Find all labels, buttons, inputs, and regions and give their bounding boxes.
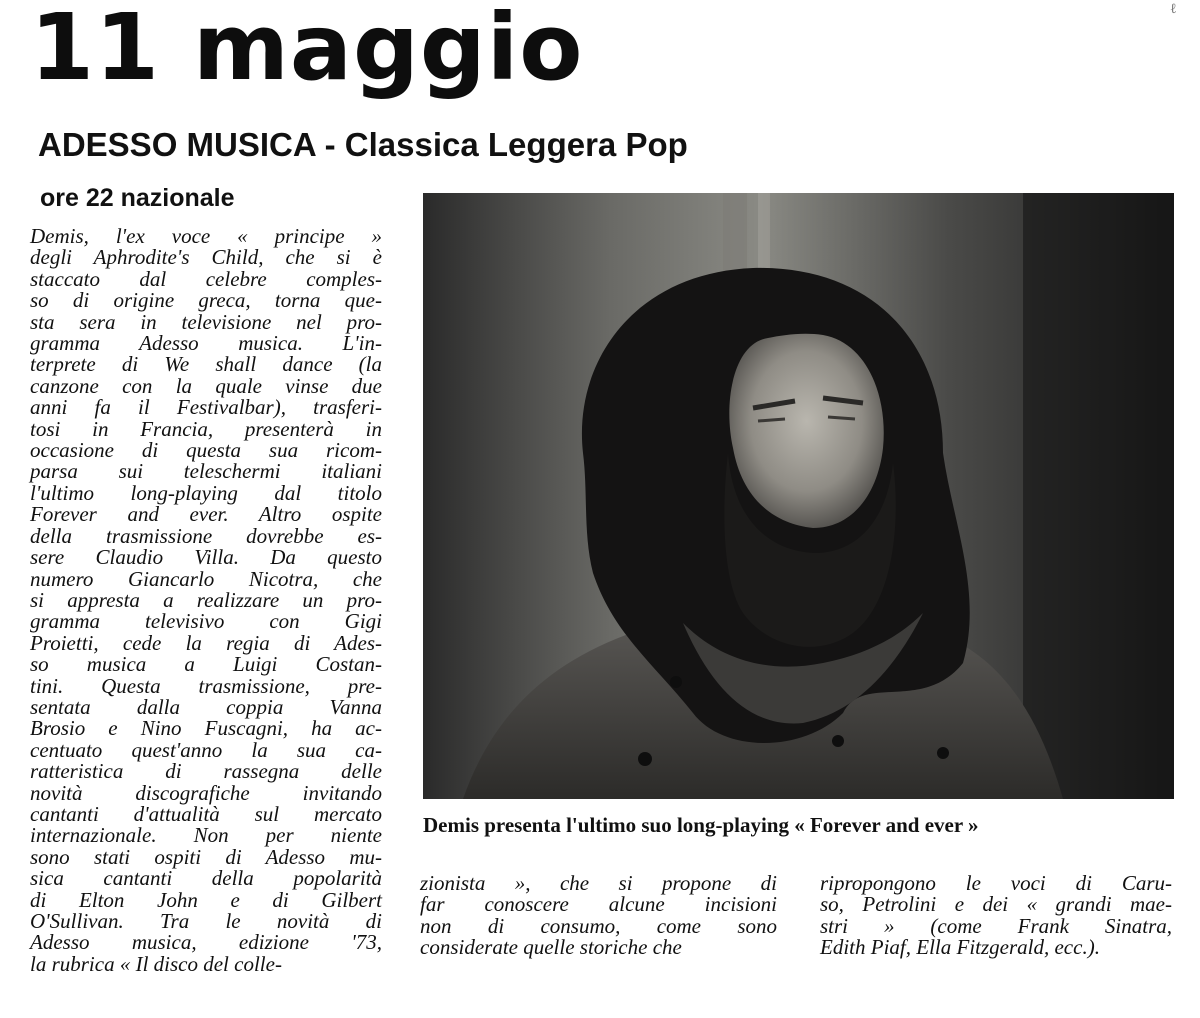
article-line: della trasmissione dovrebbe es- [30,523,382,548]
article-line: Brosio e Nino Fuscagni, ha ac- [30,716,382,741]
article-line: so musica a Luigi Costan- [30,652,382,677]
article-line: sere Claudio Villa. Da questo [30,545,382,570]
photo-demis [423,193,1174,799]
article-line: la rubrica « Il disco del colle- [30,951,282,976]
article-line: occasione di questa sua ricom- [30,438,382,463]
article-line: Proietti, cede la regia di Ades- [30,630,382,655]
article-line: si appresta a realizzare un pro- [30,587,382,612]
article-line: tini. Questa trasmissione, pre- [30,673,382,698]
article-line: so, Petrolini e dei « grandi mae- [820,892,1172,917]
article-line: centuato quest'anno la sua ca- [30,737,382,762]
article-line: zionista », che si propone di [420,871,777,895]
page-corner-mark: ℓ [1170,2,1177,17]
article-line: tosi in Francia, presenterà in [30,416,382,441]
article-line: gramma Adesso musica. L'in- [30,331,382,356]
article-line: degli Aphrodite's Child, che si è [30,245,382,270]
article-line: gramma televisivo con Gigi [30,609,382,634]
article-line: Demis, l'ex voce « principe » [30,224,382,248]
article-line: Adesso musica, edizione '73, [30,930,382,955]
article-line: so di origine greca, torna que- [30,288,382,313]
article-line: Forever and ever. Altro ospite [30,502,382,527]
article-line: sta sera in televisione nel pro- [30,309,382,334]
article-line: parsa sui teleschermi italiani [30,459,382,484]
photo-caption: Demis presenta l'ultimo suo long-playing « Forever and ever » [423,813,979,837]
broadcast-time: ore 22 nazionale [40,184,235,212]
article-line: internazionale. Non per niente [30,823,382,848]
page-date-title: 11 maggio [30,0,584,101]
article-line: novità discografiche invitando [30,780,382,805]
article-line: Edith Piaf, Ella Fitzgerald, ecc.). [820,935,1100,960]
article-line: far conoscere alcune incisioni [420,892,777,917]
article-line: non di consumo, come sono [420,913,777,938]
article-line: O'Sullivan. Tra le novità di [30,909,382,933]
article-line: ratteristica di rassegna delle [30,759,382,784]
article-line: sono stati ospiti di Adesso mu- [30,844,382,869]
article-line: ripropongono le voci di Caru- [820,871,1172,895]
article-line: sica cantanti della popolarità [30,866,382,891]
article-column-right [820,873,1172,959]
article-line: staccato dal celebre comples- [30,266,382,291]
article-column-middle [420,873,777,959]
article-line: l'ultimo long-playing dal titolo [30,480,382,505]
article-line: sentata dalla coppia Vanna [30,694,382,719]
article-line: numero Giancarlo Nicotra, che [30,566,382,591]
article-line: canzone con la quale vinse due [30,373,382,398]
section-heading: ADESSO MUSICA - Classica Leggera Pop [38,126,688,163]
article-line: considerate quelle storiche che [420,935,682,960]
article-line: cantanti d'attualità sul mercato [30,801,382,826]
article-line: terprete di We shall dance (la [30,352,382,377]
photo-illustration [423,193,1174,799]
article-line: stri » (come Frank Sinatra, [820,913,1172,938]
article-column-left [30,226,382,975]
article-line: anni fa il Festivalbar), trasferi- [30,395,382,420]
article-line: di Elton John e di Gilbert [30,887,382,912]
